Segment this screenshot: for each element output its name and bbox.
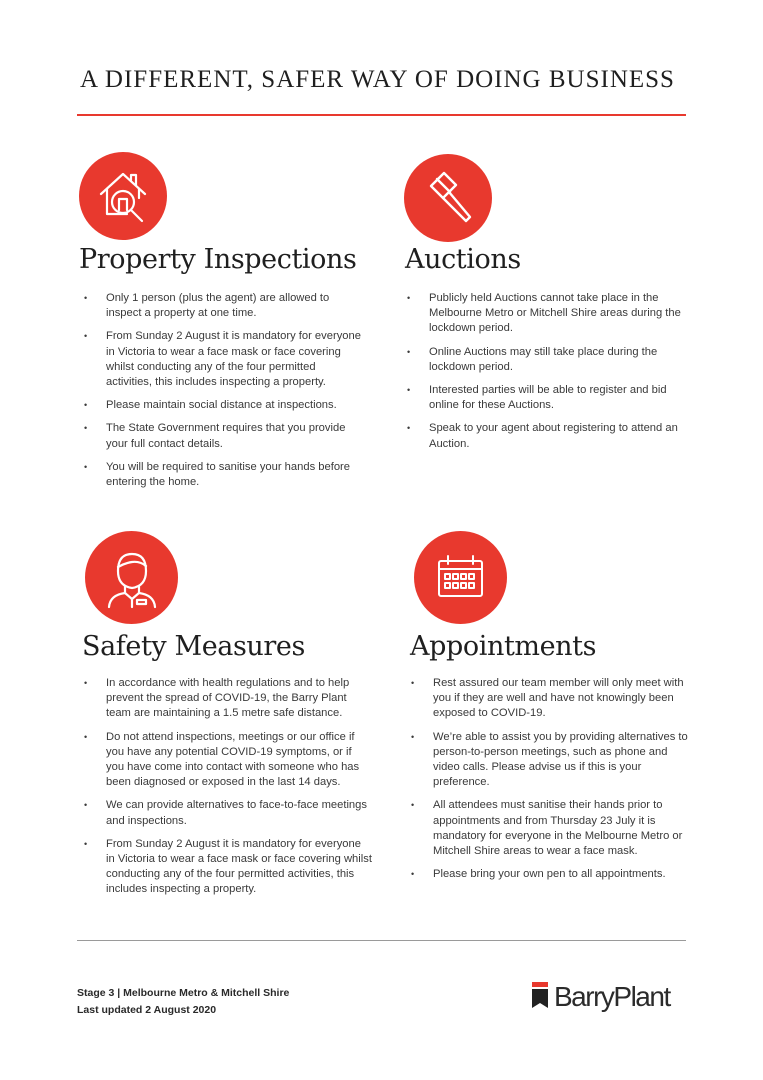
logo-flag-icon (530, 980, 550, 1010)
page-title: A DIFFERENT, SAFER WAY OF DOING BUSINESS (80, 66, 675, 93)
appointments-title: Appointments (410, 631, 597, 662)
property-inspections-title: Property Inspections (79, 244, 357, 275)
list-item: • Do not attend inspections, meetings or our office if you have any potential COVID-19 symptoms, or if you have come into contact with someone who has been diagnosed or exposed in the last 14 days. (82, 730, 372, 791)
list-item: • Please maintain social distance at inspections. (82, 398, 364, 413)
list-item: • Only 1 person (plus the agent) are allowed to inspect a property at one time. (82, 291, 364, 321)
safety-measures-title: Safety Measures (82, 631, 305, 662)
list-item: • Please bring your own pen to all appointments. (409, 867, 695, 882)
house-search-icon (79, 152, 167, 240)
list-item: • The State Government requires that you provide your full contact details. (82, 421, 364, 451)
list-item: • We can provide alternatives to face-to-face meetings and inspections. (82, 798, 372, 828)
list-item: • In accordance with health regulations and to help prevent the spread of COVID-19, the Barry Plant team are maintaining a 1.5 metre safe distance. (82, 676, 372, 722)
title-divider (77, 114, 686, 116)
list-item: • All attendees must sanitise their hands prior to appointments and from Thursday 23 July it is mandatory for everyone in the Melbourne Metro or Mitchell Shire areas to wear a face mask. (409, 798, 695, 859)
safety-measures-list (82, 676, 372, 906)
logo-text: BarryPlant (554, 981, 670, 1012)
list-item: • Interested parties will be able to register and bid online for these Auctions. (405, 383, 695, 413)
appointments-list (409, 676, 695, 890)
list-item: • Online Auctions may still take place during the lockdown period. (405, 345, 695, 375)
auctions-list (405, 291, 695, 460)
list-item: • Speak to your agent about registering to attend an Auction. (405, 421, 695, 451)
gavel-icon (404, 154, 492, 242)
list-item: • You will be required to sanitise your hands before entering the home. (82, 460, 364, 490)
list-item: • Rest assured our team member will only meet with you if they are well and have not knowingly been exposed to COVID-19. (409, 676, 695, 722)
property-inspections-list (82, 291, 364, 498)
list-item: • From Sunday 2 August it is mandatory for everyone in Victoria to wear a face mask or face covering whilst conducting any of the four permitted activities, this includes inspecting a property. (82, 837, 372, 898)
list-item: • Publicly held Auctions cannot take place in the Melbourne Metro or Mitchell Shire areas during the lockdown period. (405, 291, 695, 337)
footer-updated-text: Last updated 2 August 2020 (77, 1004, 217, 1016)
footer-divider (77, 940, 686, 941)
list-item: • From Sunday 2 August it is mandatory for everyone in Victoria to wear a face mask or face covering whilst conducting any of the four permitted activities, this includes inspecting a property. (82, 329, 364, 390)
list-item: • We’re able to assist you by providing alternatives to person-to-person meetings, such as phone and video calls. Please advise us if this is your preference. (409, 730, 695, 791)
calendar-icon (414, 531, 507, 624)
agent-person-icon (85, 531, 178, 624)
barry-plant-logo (530, 980, 690, 1016)
auctions-title: Auctions (405, 244, 521, 275)
footer-stage-text: Stage 3 | Melbourne Metro & Mitchell Shire (77, 987, 290, 999)
